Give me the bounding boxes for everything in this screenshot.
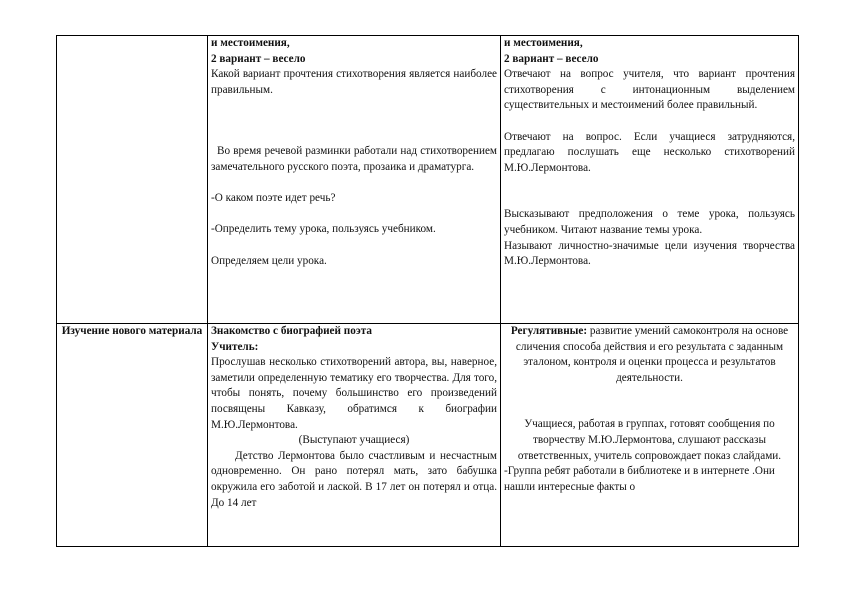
- spacer: [211, 238, 497, 254]
- warmup-text: Во время речевой разминки работали над стихотворением замечательного русского поэта, прозаика и драматурга.: [211, 145, 497, 173]
- teacher-label: Учитель:: [211, 340, 259, 353]
- stage-label: Изучение нового материала: [61, 325, 203, 337]
- cell-content: [211, 324, 497, 544]
- intro-paragraph: Прослушав несколько стихотворений автора, вы, наверное, заметили определенную тематику его творчества. Для того, чтобы понять, почему большинство его произведений посвящены Кавказу, обратимся к биографии М.Ю.Лермонтова.: [211, 356, 497, 431]
- biography-paragraph: Детство Лермонтова было счастливым и несчастным одновременно. Он рано потерял мать, зато бабушка окружила его заботой и лаской. В 17 лет он потерял и отца. До 14 лет: [211, 449, 497, 509]
- regulative-text: развитие умений самоконтроля на основе сличения способа действия и его результата с заданным эталоном, контроля и оценки процесса и результатов деятельности.: [515, 325, 789, 384]
- table-row: [57, 36, 799, 324]
- question-text: Какой вариант прочтения стихотворения является наиболее правильным.: [211, 68, 497, 96]
- text-line: и местоимения,: [211, 37, 290, 49]
- cell-content: [504, 324, 795, 544]
- hypothesis-text: Высказывают предположения о теме урока, пользуясь учебником. Читают название темы урока.: [504, 208, 795, 236]
- teacher-activity-cell: [208, 324, 501, 547]
- spacer: [211, 98, 497, 144]
- stage-cell: [57, 36, 208, 324]
- lesson-plan-table: [56, 35, 799, 547]
- student-activity-cell: [501, 36, 799, 324]
- topic-task: -Определить тему урока, пользуясь учебником.: [211, 223, 436, 236]
- text-line: и местоимения,: [504, 37, 583, 49]
- groups-text: Учащиеся, работая в группах, готовят сообщения по творчеству М.Ю.Лермонтова, слушают рассказы ответственных, учитель сопровождает показ слайдами.: [517, 418, 782, 462]
- spacer: [504, 114, 795, 130]
- stage-cell: [57, 324, 208, 547]
- teacher-activity-cell: [208, 36, 501, 324]
- poet-question: -О каком поэте идет речь?: [211, 192, 336, 205]
- goals-text: Называют личностно-значимые цели изучения творчества М.Ю.Лермонтова.: [504, 239, 795, 268]
- answer2-text: Отвечают на вопрос. Если учащиеся затрудняются, предлагаю послушать еще несколько стихотворений М.Ю.Лермонтова.: [504, 130, 795, 174]
- table-row: [57, 324, 799, 547]
- student-activity-cell: [501, 324, 799, 547]
- goals-text: Определяем цели урока.: [211, 254, 327, 267]
- spacer: [504, 386, 795, 417]
- regulative-label: Регулятивные:: [510, 325, 588, 337]
- spacer: [504, 176, 795, 207]
- text-line: 2 вариант – весело: [211, 52, 306, 65]
- library-text: -Группа ребят работали в библиотеке и в интернете .Они нашли интересные факты о: [504, 465, 775, 493]
- spacer: [211, 176, 497, 192]
- students-note: (Выступают учащиеся): [298, 434, 410, 447]
- section-heading: Знакомство с биографией поэта: [211, 325, 372, 337]
- answer-text: Отвечают на вопрос учителя, что вариант прочтения стихотворения с интонационным выделением существительных и местоимений более правильный.: [504, 68, 795, 112]
- regulative-paragraph: [504, 324, 795, 386]
- spacer: [211, 207, 497, 223]
- text-line: 2 вариант – весело: [504, 52, 599, 65]
